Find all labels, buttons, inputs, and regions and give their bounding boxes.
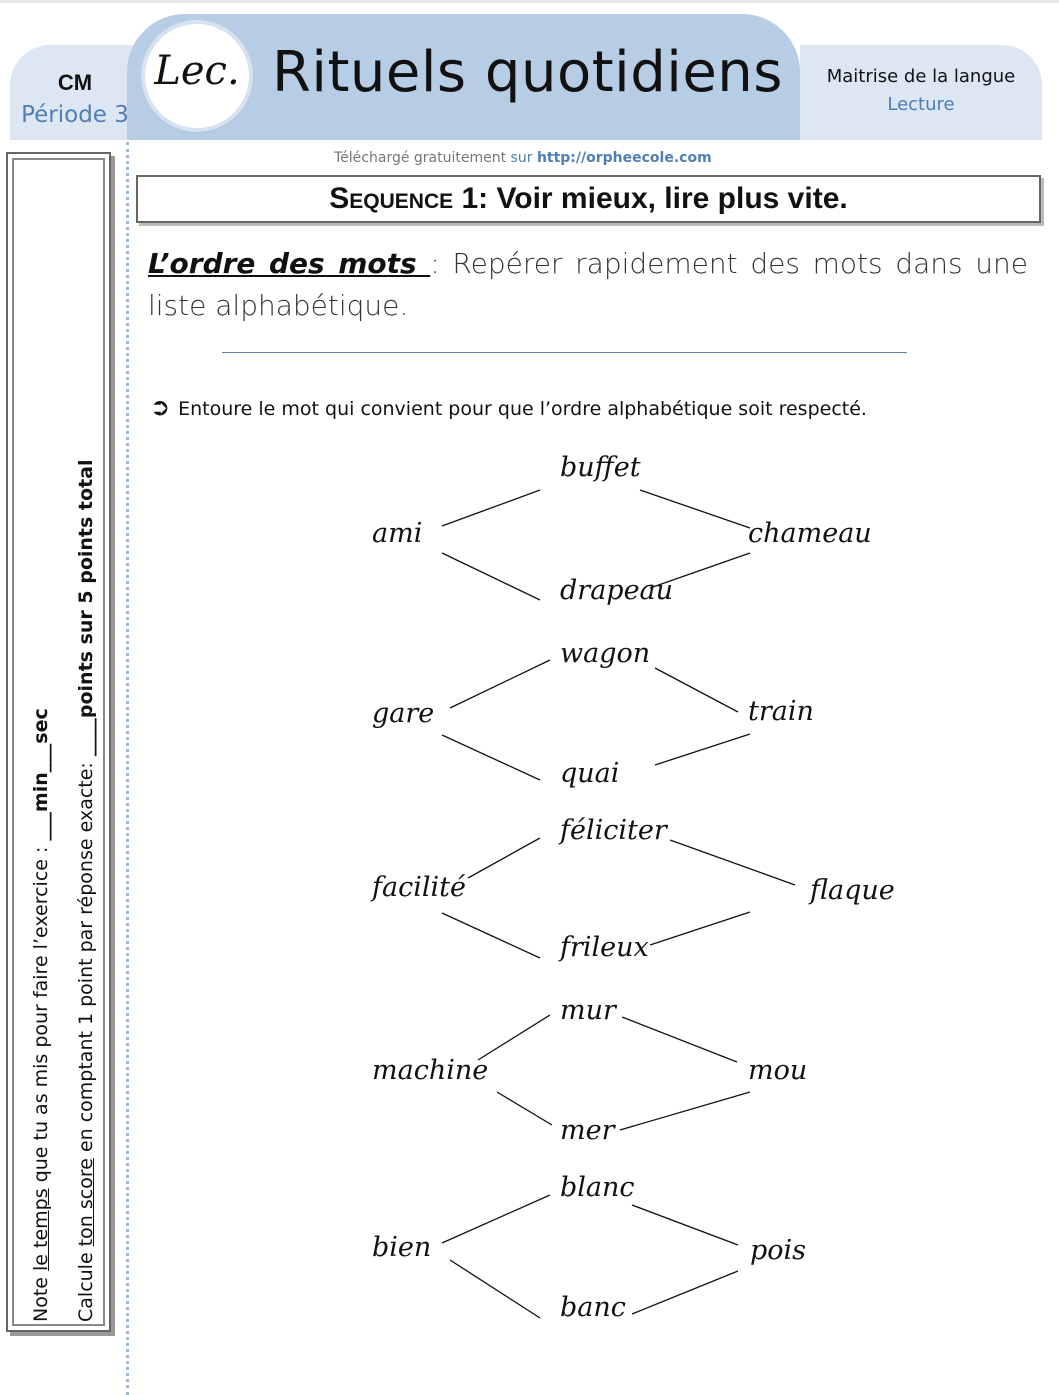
connector-line bbox=[632, 1205, 738, 1245]
connector-line bbox=[655, 668, 738, 712]
left-word: gare bbox=[372, 698, 435, 729]
period-label: Période 3 bbox=[21, 102, 129, 128]
sequence-label: Sequence 1 bbox=[329, 182, 479, 215]
connector-line bbox=[640, 490, 750, 528]
time-text-2: le temps bbox=[30, 1188, 52, 1271]
score-text-1: Calcule bbox=[75, 1246, 97, 1322]
logo-text: Lec. bbox=[154, 48, 240, 94]
connector-line bbox=[450, 1260, 540, 1318]
connector-line bbox=[497, 1092, 552, 1125]
time-blank: ___min___sec bbox=[30, 708, 52, 841]
credit-on: sur bbox=[510, 150, 533, 166]
connector-line bbox=[442, 735, 540, 780]
left-word: bien bbox=[372, 1232, 432, 1263]
instruction-text: Entoure le mot qui convient pour que l’ordre alphabétique soit respecté. bbox=[178, 398, 867, 420]
right-word: flaque bbox=[810, 875, 895, 906]
choice-word-bottom[interactable]: frileux bbox=[560, 932, 649, 963]
time-text-1: Note bbox=[30, 1270, 52, 1322]
right-word: mou bbox=[748, 1055, 808, 1086]
credit-url-link[interactable]: http://orpheecole.com bbox=[536, 150, 712, 166]
score-text-3: en comptant 1 point par réponse exacte: bbox=[75, 756, 97, 1159]
choice-word-bottom[interactable]: quai bbox=[560, 758, 620, 789]
choice-word-top[interactable]: wagon bbox=[560, 638, 651, 669]
choice-word-top[interactable]: blanc bbox=[560, 1172, 635, 1203]
subject-label: Maitrise de la langue bbox=[826, 66, 1016, 87]
page-title: Rituels quotidiens bbox=[272, 40, 783, 105]
connector-line bbox=[478, 1015, 550, 1060]
right-word: pois bbox=[750, 1235, 807, 1266]
choice-word-bottom[interactable]: drapeau bbox=[560, 575, 674, 606]
connector-line bbox=[442, 553, 540, 600]
time-text-3: que tu as mis pour faire l’exercice : bbox=[30, 840, 52, 1189]
choice-word-bottom[interactable]: banc bbox=[560, 1292, 626, 1323]
choice-word-top[interactable]: buffet bbox=[560, 452, 641, 483]
score-text-2: ton score bbox=[75, 1158, 97, 1247]
connector-line bbox=[442, 1195, 550, 1243]
sequence-title: : Voir mieux, lire plus vite. bbox=[478, 182, 848, 215]
connector-line bbox=[650, 912, 750, 945]
connector-line bbox=[655, 734, 750, 765]
choice-word-top[interactable]: mur bbox=[560, 995, 616, 1026]
connector-line bbox=[632, 1271, 738, 1314]
connector-line bbox=[442, 490, 540, 526]
right-word: chameau bbox=[748, 518, 872, 549]
left-word: ami bbox=[372, 518, 423, 549]
left-word: facilité bbox=[372, 872, 466, 903]
score-blank: ____points sur 5 points total bbox=[75, 459, 97, 757]
left-word: machine bbox=[372, 1055, 489, 1086]
level-label: CM bbox=[57, 70, 93, 95]
connector-line bbox=[442, 913, 540, 958]
skill-description: : Repérer rapidement des mots dans une liste alphabétique. bbox=[148, 247, 1029, 322]
connector-line bbox=[620, 1092, 750, 1130]
right-word: train bbox=[748, 696, 814, 727]
connector-line bbox=[622, 1017, 737, 1062]
choice-word-bottom[interactable]: mer bbox=[560, 1115, 615, 1146]
connector-line bbox=[670, 840, 795, 885]
skill-name: L’ordre des mots bbox=[148, 247, 431, 280]
connector-line bbox=[468, 838, 540, 878]
choice-word-top[interactable]: féliciter bbox=[560, 815, 667, 846]
arrow-right-icon: ➲ bbox=[150, 393, 171, 421]
connector-line bbox=[450, 660, 550, 708]
subsubject-label: Lecture bbox=[887, 94, 955, 115]
credit-prefix: Téléchargé gratuitement bbox=[334, 150, 507, 166]
